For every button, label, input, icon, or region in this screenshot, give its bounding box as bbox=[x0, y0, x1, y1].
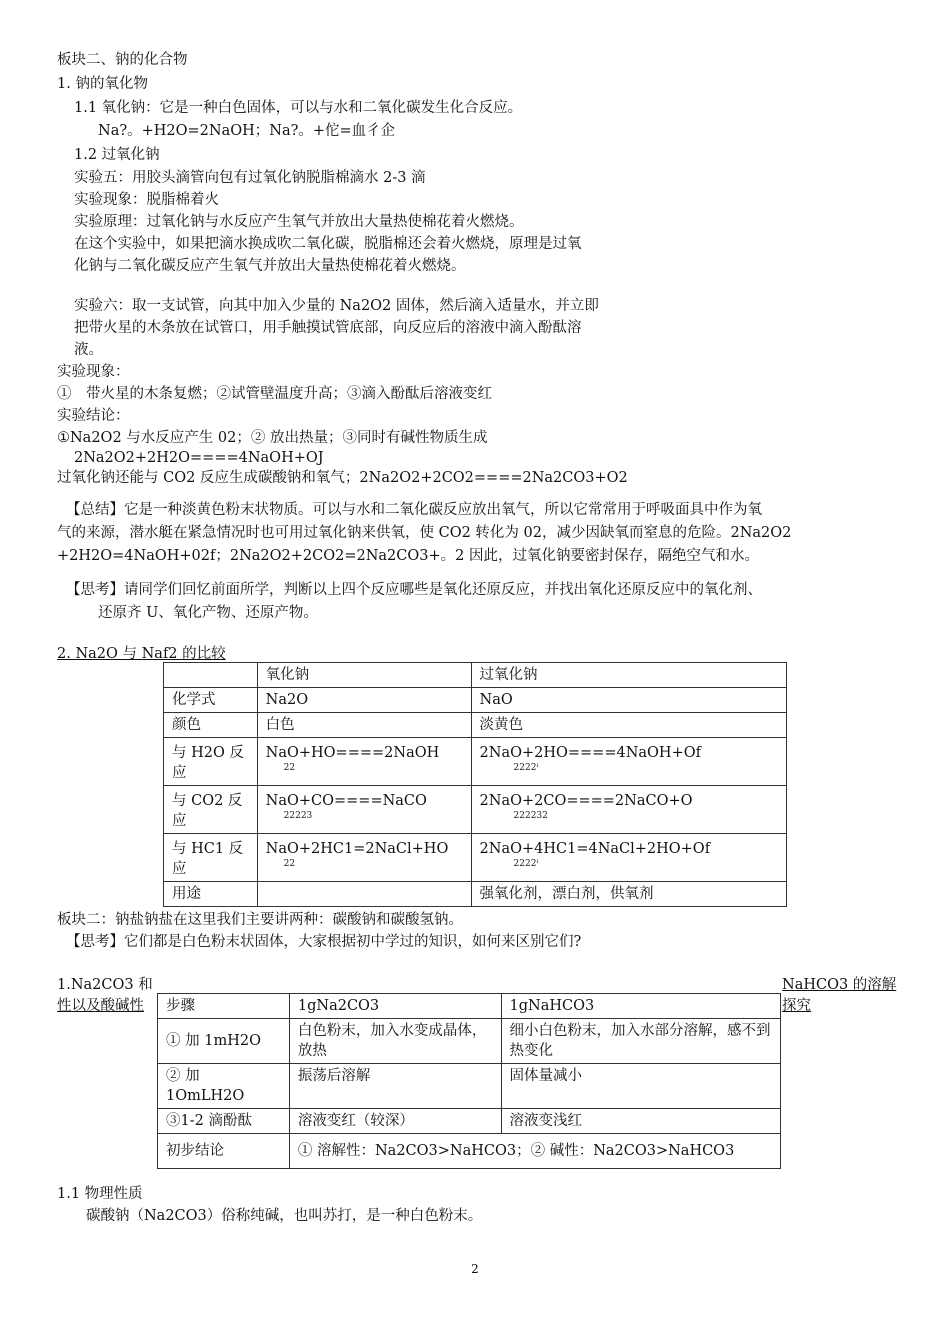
cell-sodium-oxide bbox=[257, 834, 471, 882]
cell-subscripts: 22223 bbox=[283, 811, 313, 821]
cell-sodium-oxide: 白色 bbox=[257, 713, 471, 738]
table-row bbox=[164, 738, 787, 786]
heading-sodium-oxides: 1. 钠的氧化物 bbox=[57, 76, 148, 92]
heading-physical-properties: 1.1 物理性质 bbox=[57, 1186, 143, 1202]
table-row bbox=[164, 786, 787, 834]
table-row bbox=[158, 1109, 781, 1134]
table-row bbox=[164, 882, 787, 907]
cell-sodium-carbonate: 白色粉末，加入水变成晶体，放热 bbox=[289, 1019, 501, 1064]
table2-caption-right-1: NaHCO3 的溶解 bbox=[782, 977, 897, 993]
cell-sodium-peroxide: 强氧化剂，漂白剂，供氧剂 bbox=[471, 882, 786, 907]
cell-equation: NaO+CO====NaCO bbox=[265, 793, 427, 809]
experiment-5-extension-line-2: 化钠与二氧化碳反应产生氧气并放出大量热使棉花着火燃烧。 bbox=[74, 258, 466, 274]
table2-caption-left-1: 1.Na2CO3 和 bbox=[57, 977, 153, 993]
table2-caption-right-2: 探究 bbox=[782, 998, 811, 1014]
table-header-row bbox=[164, 663, 787, 688]
conclusion-equation: 2Na2O2+2H2O====4NaOH+OJ bbox=[74, 450, 324, 466]
cell-sodium-oxide bbox=[257, 882, 471, 907]
table-row bbox=[158, 1134, 781, 1169]
experiment-6-line-1: 实验六：取一支试管，向其中加入少量的 Na2O2 固体，然后滴入适量水，并立即 bbox=[74, 298, 599, 314]
cell-sodium-bicarbonate: 溶液变浅红 bbox=[501, 1109, 780, 1134]
think-line-1: 【思考】请同学们回忆前面所学，判断以上四个反应哪些是氧化还原反应，并找出氧化还原反应中的氧化剂、 bbox=[66, 582, 762, 598]
cell-sodium-bicarbonate: 细小白色粉末，加入水部分溶解，感不到热变化 bbox=[501, 1019, 780, 1064]
cell-sodium-oxide: Na2O bbox=[257, 688, 471, 713]
cell-sodium-peroxide bbox=[471, 786, 786, 834]
row-label: 化学式 bbox=[164, 688, 258, 713]
experiment-5: 实验五：用胶头滴管向包有过氧化钠脱脂棉滴水 2-3 滴 bbox=[74, 170, 426, 186]
table-row bbox=[158, 1064, 781, 1109]
heading-sodium-peroxide: 1.2 过氧化钠 bbox=[74, 147, 160, 163]
cell-sodium-peroxide: 淡黄色 bbox=[471, 713, 786, 738]
heading-comparison: 2. Na2O 与 Naf2 的比较 bbox=[57, 646, 226, 662]
cell-sodium-peroxide bbox=[471, 738, 786, 786]
experiment-5-extension-line-1: 在这个实验中，如果把滴水换成吹二氧化碳，脱脂棉还会着火燃烧，原理是过氧 bbox=[74, 236, 582, 252]
table-header-row bbox=[158, 994, 781, 1019]
cell-subscripts: 2222ˡ bbox=[513, 763, 539, 773]
sodium-salts-title: 板块二：钠盐钠盐在这里我们主要讲两种：碳酸钠和碳酸氢钠。 bbox=[57, 912, 463, 928]
table-header-cell bbox=[164, 663, 258, 688]
table2-caption-left-2: 性以及酸碱性 bbox=[57, 998, 144, 1014]
table-row bbox=[164, 713, 787, 738]
paragraph-sodium-oxide: 1.1 氧化钠：它是一种白色固体，可以与水和二氧化碳发生化合反应。 bbox=[74, 100, 523, 116]
cell-subscripts: 22 bbox=[283, 859, 296, 869]
cell-equation: 2NaO+4HC1=4NaCl+2HO+Of bbox=[479, 841, 711, 857]
summary-line-2: 气的来源，潜水艇在紧急情况时也可用过氧化钠来供氧，使 CO2 转化为 02，减少因缺氧而窒息的危险。2Na2O2 bbox=[57, 525, 792, 541]
cell-equation: NaO+2HC1=2NaCl+HO bbox=[265, 841, 449, 857]
table-header-cell: 步骤 bbox=[158, 994, 290, 1019]
experiment-6-line-3: 液。 bbox=[74, 342, 103, 358]
cell-subscripts: 222232 bbox=[513, 811, 548, 821]
summary-line-1: 【总结】它是一种淡黄色粉末状物质。可以与水和二氧化碳反应放出氧气，所以它常常用于呼吸面具中作为氧 bbox=[66, 502, 762, 518]
cell-sodium-oxide bbox=[257, 786, 471, 834]
cell-equation: NaO+HO====2NaOH bbox=[265, 745, 440, 761]
table-row bbox=[164, 688, 787, 713]
step-label: ② 加 1OmLH2O bbox=[158, 1064, 290, 1109]
paragraph-sodium-carbonate: 碳酸钠（Na2CO3）俗称纯碱，也叫苏打，是一种白色粉末。 bbox=[86, 1208, 483, 1224]
row-label: 与 H2O 反应 bbox=[164, 738, 258, 786]
cell-subscripts: 2222ˡ bbox=[513, 859, 539, 869]
cell-sodium-peroxide bbox=[471, 834, 786, 882]
conclusion-label: 实验结论： bbox=[57, 408, 130, 424]
cell-equation: 2NaO+2HO====4NaOH+Of bbox=[479, 745, 701, 761]
row-label: 用途 bbox=[164, 882, 258, 907]
row-label: 与 HC1 反应 bbox=[164, 834, 258, 882]
cell-subscripts: 22 bbox=[283, 763, 296, 773]
row-label: 与 CO2 反应 bbox=[164, 786, 258, 834]
phenomenon-text: ① 带火星的木条复燃；②试管壁温度升高；③滴入酚酞后溶液变红 bbox=[57, 386, 492, 402]
page-number: 2 bbox=[471, 1262, 479, 1276]
experiment-5-principle: 实验原理：过氧化钠与水反应产生氧气并放出大量热使棉花着火燃烧。 bbox=[74, 214, 524, 230]
experiment-5-phenomenon: 实验现象：脱脂棉着火 bbox=[74, 192, 219, 208]
co2-reaction-line: 过氧化钠还能与 CO2 反应生成碳酸钠和氧气；2Na2O2+2CO2====2Na2CO3+O2 bbox=[57, 470, 628, 486]
cell-sodium-oxide bbox=[257, 738, 471, 786]
cell-sodium-carbonate: 振荡后溶解 bbox=[289, 1064, 501, 1109]
table-row bbox=[164, 834, 787, 882]
cell-sodium-carbonate: 溶液变红（较深） bbox=[289, 1109, 501, 1134]
carbonate-comparison-table bbox=[157, 993, 781, 1169]
experiment-6-line-2: 把带火星的木条放在试管口，用手触摸试管底部，向反应后的溶液中滴入酚酞溶 bbox=[74, 320, 582, 336]
conclusion-text: ①Na2O2 与水反应产生 02；② 放出热量；③同时有碱性物质生成 bbox=[57, 430, 488, 446]
phenomenon-label: 实验现象： bbox=[57, 364, 130, 380]
comparison-table bbox=[163, 662, 787, 907]
step-label: ③1-2 滴酚酞 bbox=[158, 1109, 290, 1134]
equation-sodium-oxide: Na?。+H2O=2NaOH；Na?。+佗=血彳企 bbox=[98, 123, 396, 139]
table-header-cell: 1gNa2CO3 bbox=[289, 994, 501, 1019]
table-row bbox=[158, 1019, 781, 1064]
preliminary-conclusion: ① 溶解性：Na2CO3>NaHCO3；② 碱性：Na2CO3>NaHCO3 bbox=[289, 1134, 780, 1169]
section-title: 板块二、钠的化合物 bbox=[57, 52, 188, 68]
cell-sodium-bicarbonate: 固体量减小 bbox=[501, 1064, 780, 1109]
cell-sodium-peroxide: NaO bbox=[471, 688, 786, 713]
cell-equation: 2NaO+2CO====2NaCO+O bbox=[479, 793, 693, 809]
table-header-cell: 1gNaHCO3 bbox=[501, 994, 780, 1019]
step-label: ① 加 1mH2O bbox=[158, 1019, 290, 1064]
table-header-cell: 过氧化钠 bbox=[471, 663, 786, 688]
think-line-2: 还原齐 U、氧化产物、还原产物。 bbox=[98, 605, 318, 621]
step-label: 初步结论 bbox=[158, 1134, 290, 1169]
row-label: 颜色 bbox=[164, 713, 258, 738]
think-line-3: 【思考】它们都是白色粉末状固体，大家根据初中学过的知识，如何来区别它们? bbox=[66, 934, 582, 950]
table-header-cell: 氧化钠 bbox=[257, 663, 471, 688]
summary-line-3: +2H2O=4NaOH+02f；2Na2O2+2CO2=2Na2CO3+。2 因此，过氧化钠要密封保存，隔绝空气和水。 bbox=[57, 548, 759, 564]
